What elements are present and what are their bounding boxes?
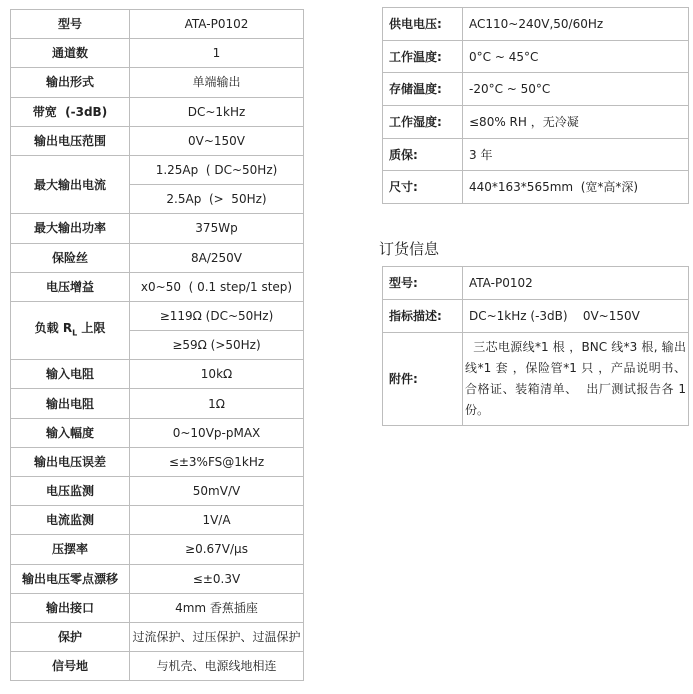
order-value: DC~1kHz (-3dB) 0V~150V xyxy=(463,300,689,333)
label-subscript: L xyxy=(72,328,78,338)
spec-label: 电压增益 xyxy=(11,272,130,301)
table-row xyxy=(11,418,304,447)
table-row xyxy=(383,138,689,171)
table-row xyxy=(383,267,689,300)
table-row xyxy=(383,106,689,139)
env-value: AC110~240V,50/60Hz xyxy=(463,8,689,41)
order-value: ATA-P0102 xyxy=(463,267,689,300)
spec-label xyxy=(11,301,130,359)
order-label: 型号: xyxy=(383,267,463,300)
table-row xyxy=(11,97,304,126)
table-row xyxy=(383,73,689,106)
spec-label: 输出电阻 xyxy=(11,389,130,418)
spec-value: 2.5Ap (> 50Hz) xyxy=(130,185,304,214)
table-row xyxy=(383,171,689,204)
spec-value: ≤±3%FS@1kHz xyxy=(130,447,304,476)
spec-value: 375Wp xyxy=(130,214,304,243)
spec-value: 1Ω xyxy=(130,389,304,418)
spec-label: 输入电阻 xyxy=(11,360,130,389)
table-row xyxy=(11,535,304,564)
table-row xyxy=(11,301,304,330)
table-row xyxy=(11,68,304,97)
spec-value: 10kΩ xyxy=(130,360,304,389)
spec-value: ≥119Ω (DC~50Hz) xyxy=(130,301,304,330)
env-label: 工作温度: xyxy=(383,40,463,73)
spec-label: 保险丝 xyxy=(11,243,130,272)
spec-label: 电压监测 xyxy=(11,477,130,506)
label-tail: 上限 xyxy=(77,320,106,335)
table-row xyxy=(11,622,304,651)
order-label: 附件: xyxy=(383,333,463,426)
table-row xyxy=(11,272,304,301)
spec-label: 输出电压误差 xyxy=(11,447,130,476)
spec-label: 最大输出电流 xyxy=(11,155,130,213)
spec-label: 带宽 (-3dB) xyxy=(11,97,130,126)
order-info-table xyxy=(382,266,689,426)
label-main: 负载 R xyxy=(34,320,73,335)
env-label: 存储温度: xyxy=(383,73,463,106)
spec-value: 0~10Vp-pMAX xyxy=(130,418,304,447)
env-value: 3 年 xyxy=(463,138,689,171)
table-row xyxy=(11,506,304,535)
table-row xyxy=(11,214,304,243)
spec-label: 通道数 xyxy=(11,39,130,68)
table-row xyxy=(11,243,304,272)
table-row xyxy=(11,126,304,155)
table-row xyxy=(11,447,304,476)
table-row xyxy=(11,39,304,68)
spec-value: ≥0.67V/μs xyxy=(130,535,304,564)
spec-value: x0~50 ( 0.1 step/1 step) xyxy=(130,272,304,301)
spec-label: 输出电压零点漂移 xyxy=(11,564,130,593)
spec-label: 信号地 xyxy=(11,652,130,681)
spec-label: 保护 xyxy=(11,622,130,651)
order-info-title: 订货信息 xyxy=(379,240,440,258)
spec-value: DC~1kHz xyxy=(130,97,304,126)
spec-value: 单端输出 xyxy=(130,68,304,97)
table-row xyxy=(11,10,304,39)
env-value: -20°C ~ 50°C xyxy=(463,73,689,106)
spec-value: 0V~150V xyxy=(130,126,304,155)
table-row xyxy=(383,8,689,41)
order-label: 指标描述: xyxy=(383,300,463,333)
table-row xyxy=(11,155,304,184)
spec-value: 1.25Ap ( DC~50Hz) xyxy=(130,155,304,184)
spec-label: 输入幅度 xyxy=(11,418,130,447)
env-value: ≤80% RH ，无冷凝 xyxy=(463,106,689,139)
spec-value: ≥59Ω (>50Hz) xyxy=(130,331,304,360)
table-row xyxy=(11,593,304,622)
table-row xyxy=(11,477,304,506)
spec-label: 输出接口 xyxy=(11,593,130,622)
spec-value: 过流保护、过压保护、过温保护 xyxy=(130,622,304,651)
spec-label: 电流监测 xyxy=(11,506,130,535)
spec-value: 与机壳、电源线地相连 xyxy=(130,652,304,681)
spec-label: 最大输出功率 xyxy=(11,214,130,243)
environment-table xyxy=(382,7,689,204)
env-value: 0°C ~ 45°C xyxy=(463,40,689,73)
spec-value: 50mV/V xyxy=(130,477,304,506)
table-row xyxy=(383,333,689,426)
spec-value: ATA-P0102 xyxy=(130,10,304,39)
env-label: 尺寸: xyxy=(383,171,463,204)
spec-value: ≤±0.3V xyxy=(130,564,304,593)
order-value: 三芯电源线*1 根 ，BNC 线*3 根, 输出线*1 套 ，保险管*1 只 ，产品说明书、合格证、装箱清单、 出厂测试报告各 1 份。 xyxy=(463,333,689,426)
spec-label: 输出电压范围 xyxy=(11,126,130,155)
table-row xyxy=(11,389,304,418)
env-label: 工作湿度: xyxy=(383,106,463,139)
env-label: 供电电压: xyxy=(383,8,463,41)
table-row xyxy=(11,652,304,681)
env-value: 440*163*565mm (宽*高*深) xyxy=(463,171,689,204)
spec-label: 输出形式 xyxy=(11,68,130,97)
table-row xyxy=(11,564,304,593)
spec-value: 1V/A xyxy=(130,506,304,535)
table-row xyxy=(383,300,689,333)
spec-label: 型号 xyxy=(11,10,130,39)
spec-value: 4mm 香蕉插座 xyxy=(130,593,304,622)
env-label: 质保: xyxy=(383,138,463,171)
table-row xyxy=(11,360,304,389)
spec-value: 1 xyxy=(130,39,304,68)
spec-value: 8A/250V xyxy=(130,243,304,272)
spec-label: 压摆率 xyxy=(11,535,130,564)
spec-table xyxy=(10,9,304,681)
table-row xyxy=(383,40,689,73)
